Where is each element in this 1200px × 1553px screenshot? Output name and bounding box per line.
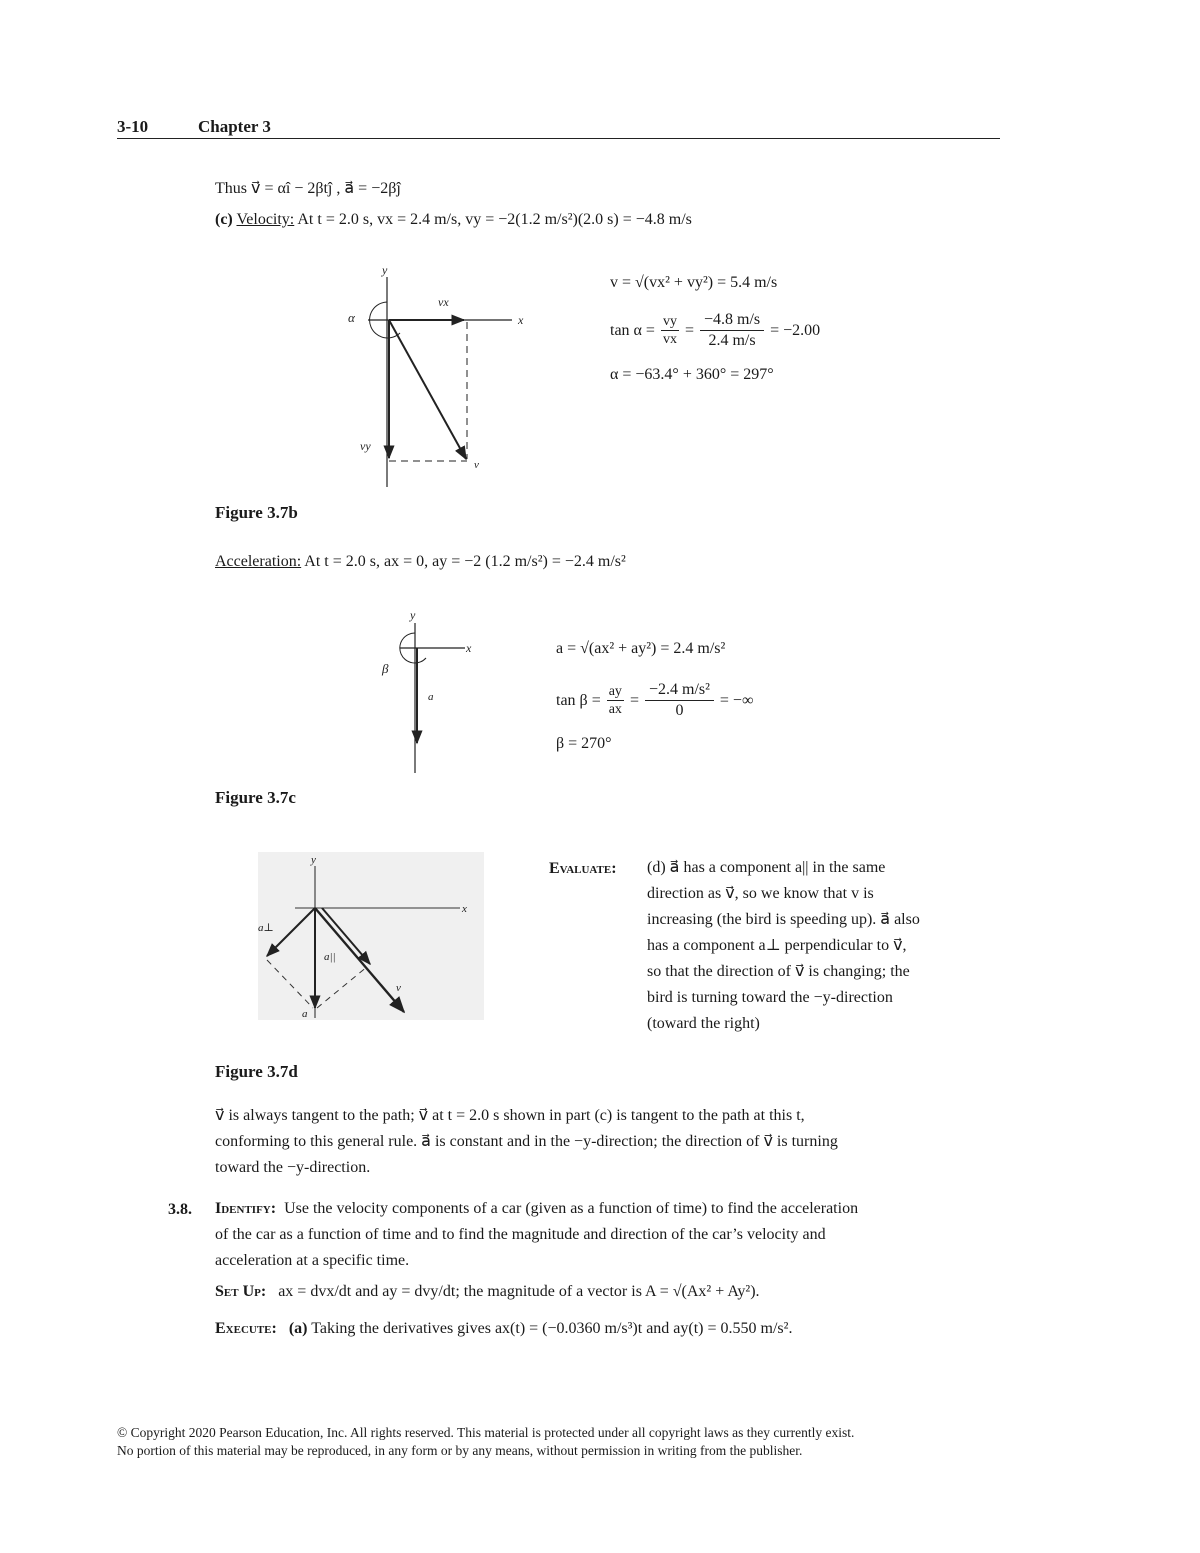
- identify-block: [215, 1196, 995, 1274]
- page-number: 3-10: [117, 117, 149, 136]
- evaluate-text: [647, 855, 987, 1037]
- evaluate-line: (d) a⃗ has a component a|| in the same: [647, 859, 886, 876]
- evaluate-line: so that the direction of v⃗ is changing; the: [647, 963, 910, 980]
- paragraph-line: v⃗ is always tangent to the path; v⃗ at t = 2.0 s shown in part (c) is tangent to the path at this t,: [215, 1107, 805, 1124]
- execute-line: [215, 1320, 792, 1338]
- v-arrow: [389, 320, 466, 459]
- acceleration-label: Acceleration:: [215, 553, 302, 570]
- figure-3-7b-caption: Figure 3.7b: [215, 503, 298, 522]
- paragraph-line: toward the −y-direction.: [215, 1159, 371, 1176]
- frac1-den: vx: [662, 332, 677, 347]
- a-perp-arrow: [267, 908, 315, 956]
- setup-line: [215, 1283, 760, 1301]
- label-a-perp: a⊥: [258, 922, 274, 934]
- velocity-label: Velocity:: [236, 211, 295, 228]
- evaluate-line: direction as v⃗, so we know that v is: [647, 885, 874, 902]
- fig-c-eq2-frac2: [645, 680, 714, 721]
- frac1-num: vy: [662, 314, 677, 329]
- acceleration-values: At t = 2.0 s, ax = 0, ay = −2 (1.2 m/s²) = −2.4 m/s²: [304, 553, 626, 570]
- figure-3-7c-caption: Figure 3.7c: [215, 788, 296, 807]
- fig-c-eq3: β = 270°: [556, 735, 612, 752]
- label-vy: vy: [360, 439, 371, 453]
- frac2-num: −4.8 m/s: [700, 310, 764, 331]
- evaluate-line: (toward the right): [647, 1015, 760, 1032]
- label-vx: vx: [438, 295, 449, 309]
- frac1-num: ay: [608, 684, 622, 699]
- chapter-title: Chapter 3: [198, 117, 271, 136]
- problem-number: 3.8.: [168, 1201, 192, 1218]
- evaluate-line: has a component a⊥ perpendicular to v⃗,: [647, 937, 907, 954]
- fig-b-eq1: v = √(vx² + vy²) = 5.4 m/s: [610, 274, 778, 291]
- figure-3-7b-diagram: [340, 262, 540, 492]
- label-a: a: [302, 1008, 308, 1020]
- fig-b-eq2-lhs: tan α =: [610, 321, 655, 339]
- fig-b-eq3: α = −63.4° + 360° = 297°: [610, 366, 774, 383]
- label-y: y: [410, 608, 416, 622]
- equals-sign: =: [629, 691, 639, 709]
- fig-b-eq2-frac2: [700, 310, 764, 351]
- setup-label: Set Up:: [215, 1283, 267, 1300]
- label-y: y: [382, 263, 388, 277]
- acceleration-line: [215, 553, 626, 571]
- identify-line: Use the velocity components of a car (given as a function of time) to find the acceleration: [284, 1200, 859, 1217]
- fig-c-eq2-lhs: tan β =: [556, 691, 601, 709]
- execute-label: Execute:: [215, 1320, 277, 1337]
- label-y: y: [311, 854, 316, 866]
- fig-c-eq2-frac1: [607, 683, 624, 718]
- tangent-paragraph: [215, 1103, 985, 1181]
- figure-3-7d-caption: Figure 3.7d: [215, 1062, 298, 1081]
- frac1-den: ax: [608, 702, 622, 717]
- execute-text: Taking the derivatives gives ax(t) = (−0.0360 m/s³)t and ay(t) = 0.550 m/s².: [311, 1320, 793, 1337]
- fig-b-eq2-rhs: = −2.00: [770, 321, 821, 339]
- label-x: x: [462, 903, 467, 915]
- fig-c-eq2: [556, 680, 753, 721]
- label-a: a: [428, 691, 434, 703]
- velocity-values: At t = 2.0 s, vx = 2.4 m/s, vy = −2(1.2 m/s²)(2.0 s) = −4.8 m/s: [297, 211, 692, 228]
- evaluate-line: bird is turning toward the −y-direction: [647, 989, 893, 1006]
- identify-label: Identify:: [215, 1200, 277, 1217]
- figure-3-7c-diagram: [370, 605, 490, 775]
- header-rule: [117, 138, 1000, 139]
- frac2-num: −2.4 m/s²: [645, 680, 714, 701]
- paragraph-line: conforming to this general rule. a⃗ is constant and in the −y-direction; the direction of v⃗ is turning: [215, 1133, 838, 1150]
- figure-3-7d-diagram: [250, 852, 480, 1022]
- label-a-par: a||: [324, 951, 336, 963]
- dashed-par: [317, 966, 368, 1008]
- evaluate-line: increasing (the bird is speeding up). a⃗ also: [647, 911, 920, 928]
- equals-sign: =: [684, 321, 694, 339]
- label-x: x: [466, 641, 472, 655]
- label-v: v: [474, 459, 479, 471]
- thus-equation: Thus v⃗ = αî − 2βtĵ , a⃗ = −2βĵ: [215, 180, 401, 197]
- frac2-den: 2.4 m/s: [708, 332, 756, 349]
- evaluate-label: Evaluate:: [549, 860, 617, 877]
- setup-text: ax = dvx/dt and ay = dvy/dt; the magnitude of a vector is A = √(Ax² + Ay²).: [278, 1283, 760, 1300]
- fig-c-eq2-rhs: = −∞: [719, 691, 754, 709]
- dashed-perp: [267, 960, 313, 1008]
- fig-b-eq2: [610, 310, 820, 351]
- copyright-line-1: © Copyright 2020 Pearson Education, Inc. All rights reserved. This material is protected under all copyright laws as they currently exist.: [117, 1425, 855, 1440]
- identify-line: of the car as a function of time and to find the magnitude and direction of the car’s velocity and: [215, 1226, 826, 1243]
- identify-line: acceleration at a specific time.: [215, 1252, 410, 1269]
- fig-c-eq1: a = √(ax² + ay²) = 2.4 m/s²: [556, 640, 726, 657]
- fig-b-eq2-frac1: [661, 313, 679, 348]
- copyright-line-2: No portion of this material may be reproduced, in any form or by any means, without permission in writing from the publisher.: [117, 1443, 803, 1458]
- label-v: v: [396, 982, 401, 994]
- label-x: x: [518, 313, 524, 327]
- label-beta: β: [382, 661, 389, 676]
- label-alpha: α: [348, 310, 355, 325]
- frac2-den: 0: [675, 702, 684, 719]
- velocity-line: [215, 211, 692, 229]
- execute-part: (a): [288, 1320, 308, 1337]
- part-c-label: (c): [215, 211, 233, 228]
